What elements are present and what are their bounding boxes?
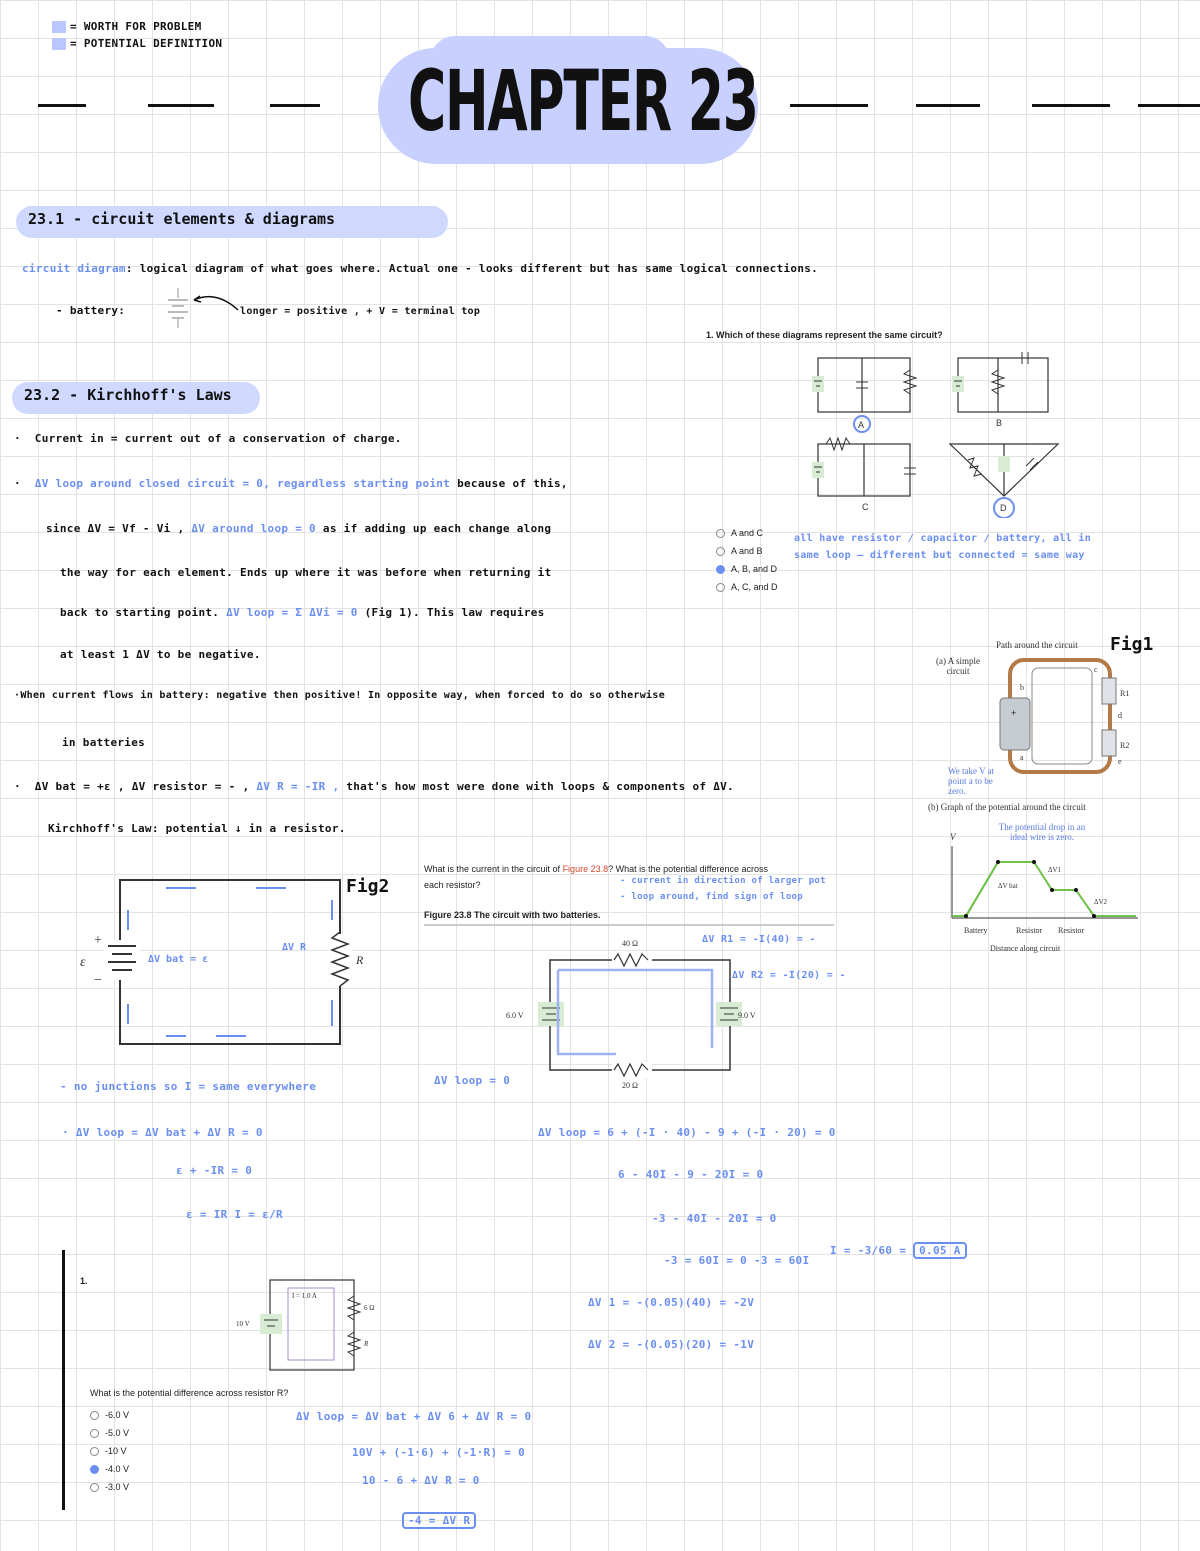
- q1-circuit-diagrams: [800, 348, 1070, 518]
- fig238-work: -3 = 60I = 0 -3 = 60I: [664, 1254, 810, 1267]
- q2-question: What is the potential difference across resistor R?: [90, 1388, 289, 1398]
- fig2-note: ε + -IR = 0: [176, 1164, 253, 1177]
- q2-answer-box: -4 = ΔV R: [402, 1512, 476, 1529]
- q1-label-a: A: [858, 420, 865, 430]
- fig2-circuit: [76, 870, 376, 1054]
- q1-note: all have resistor / capacitor / battery, all in same loop — different but connected = same way: [794, 533, 1092, 561]
- fig1-dv-bat: ΔV bat: [998, 882, 1018, 890]
- note-text: that's how most were done with loops & components of ΔV.: [339, 780, 734, 793]
- fig238-dv-loop: ΔV loop = 0: [434, 1074, 511, 1087]
- title-dash: [1032, 104, 1110, 107]
- q2-option-label: -10 V: [105, 1446, 127, 1456]
- fig238-r-bottom: 20 Ω: [622, 1081, 638, 1090]
- fig238-question-text: What is the current in the circuit of: [424, 864, 563, 874]
- title-dash: [38, 104, 86, 107]
- fig1-label: Fig1: [1110, 634, 1154, 655]
- fig1-wire-note: The potential drop in an ideal wire is zero.: [998, 822, 1086, 842]
- q2-option-label: -3.0 V: [105, 1482, 130, 1492]
- q1-option-label: A and C: [731, 528, 764, 538]
- note-signs: · ΔV bat = +ε , ΔV resistor = - , ΔV R = -IR , that's how most were done with loops & components of ΔV.: [14, 780, 734, 793]
- note-line: [60, 606, 545, 619]
- note-text: because of this,: [450, 477, 568, 490]
- fig238-caption: Figure 23.8 The circuit with two batteries.: [424, 910, 601, 920]
- fig238-side-eq: ΔV R2 = -I(20) = -: [732, 970, 846, 981]
- radio-icon[interactable]: [716, 547, 725, 556]
- q2-work: ΔV loop = ΔV bat + ΔV 6 + ΔV R = 0: [296, 1410, 532, 1423]
- q1-option[interactable]: [716, 546, 778, 564]
- note-line: in batteries: [62, 736, 146, 749]
- q2-option-label: -5.0 V: [105, 1428, 130, 1438]
- q1-label-d: D: [1000, 503, 1007, 513]
- fig1-path-caption: Path around the circuit: [996, 640, 1078, 650]
- battery-symbol-sketch: [160, 284, 240, 330]
- q2-work: 10 - 6 + ΔV R = 0: [362, 1474, 480, 1487]
- legend-item-worth: [52, 20, 222, 33]
- note-text: ΔV bat = +ε , ΔV resistor = - ,: [34, 780, 250, 793]
- q1-question: 1. Which of these diagrams represent the same circuit?: [706, 330, 943, 340]
- legend: [52, 20, 222, 50]
- radio-icon[interactable]: [716, 529, 725, 538]
- fig238-work: ΔV 1 = -(0.05)(40) = -2V: [588, 1296, 755, 1309]
- fig2-note: · ΔV loop = ΔV bat + ΔV R = 0: [62, 1126, 263, 1139]
- title-dash: [1138, 104, 1200, 107]
- q2-number: 1.: [80, 1276, 88, 1286]
- fig238-circuit: [500, 930, 800, 1090]
- fig2-note: ε = IR I = ε/R: [186, 1208, 283, 1221]
- q2-option[interactable]: [90, 1428, 129, 1446]
- q2-option[interactable]: [90, 1410, 129, 1428]
- q2-current: I = 1.0 A: [292, 1292, 317, 1300]
- fig2-r: R: [356, 953, 364, 967]
- fig238-side-eq: ΔV R1 = -I(40) = -: [702, 934, 816, 945]
- fig2-dv-bat: ΔV bat = ε: [148, 954, 209, 965]
- fig1-r1: R1: [1120, 689, 1130, 698]
- legend-label: = POTENTIAL DEFINITION: [70, 37, 223, 50]
- legend-item-definition: [52, 37, 222, 50]
- q2-voltage: 10 V: [236, 1320, 250, 1328]
- note-definition: ΔV loop around closed circuit = 0, regardless starting point: [34, 477, 451, 490]
- radio-selected-icon[interactable]: [716, 565, 725, 574]
- title-dash: [916, 104, 980, 107]
- fig2-note: - no junctions so I = same everywhere: [60, 1080, 317, 1093]
- fig238-blue-note: - current in direction of larger pot: [620, 876, 826, 886]
- fig238-r-top: 40 Ω: [622, 939, 638, 948]
- q1-option-label: A, C, and D: [731, 582, 778, 592]
- q1-label-b: B: [996, 418, 1003, 428]
- note-line: at least 1 ΔV to be negative.: [60, 648, 261, 661]
- fig1-x-label: Battery: [964, 926, 988, 935]
- fig1-r2: R2: [1120, 741, 1130, 750]
- q1-option[interactable]: [716, 528, 778, 546]
- note-definition: ΔV around loop = 0: [184, 522, 316, 535]
- note-current-conservation: · Current in = current out of a conservation of charge.: [14, 432, 402, 445]
- radio-selected-icon[interactable]: [90, 1465, 99, 1474]
- q1-label-c: C: [862, 502, 869, 512]
- q2-option[interactable]: [90, 1482, 129, 1500]
- fig238-work: 6 - 40I - 9 - 20I = 0: [618, 1168, 764, 1181]
- fig238-answer-prefix: I = -3/60 =: [830, 1244, 907, 1257]
- q2-work: 10V + (-1·6) + (-1·R) = 0: [352, 1446, 526, 1459]
- caption-rule: [424, 924, 834, 926]
- fig238-work: ΔV loop = 6 + (-I · 40) - 9 + (-I · 20) = 0: [538, 1126, 836, 1139]
- fig2-plus: +: [94, 933, 102, 948]
- fig2-minus: −: [94, 973, 102, 988]
- fig1-point-c: c: [1094, 665, 1098, 674]
- section-heading-23-2: 23.2 - Kirchhoff's Laws: [12, 382, 260, 414]
- q1-option-label: A and B: [731, 546, 763, 556]
- note-line: Kirchhoff's Law: potential ↓ in a resistor.: [48, 822, 346, 835]
- q2-answer: [402, 1514, 476, 1527]
- fig1-x-label: Resistor: [1016, 926, 1043, 935]
- fig238-answer: 0.05 A: [913, 1242, 967, 1259]
- fig1-simple-circuit: [990, 652, 1130, 782]
- q2-option-selected[interactable]: [90, 1464, 129, 1482]
- note-definition: ΔV loop = Σ ΔVi = 0: [219, 606, 358, 619]
- fig238-question: [424, 864, 768, 874]
- section-heading-23-1: 23.1 - circuit elements & diagrams: [16, 206, 448, 238]
- note-text: since ΔV = Vf - Vi ,: [46, 522, 185, 535]
- fig1-x-title: Distance along circuit: [990, 944, 1061, 953]
- fig1-point-a: a: [1020, 753, 1024, 762]
- fig1-dv1: ΔV1: [1048, 866, 1062, 874]
- fig238-answer-line: [830, 1244, 967, 1257]
- q2-circuit: [232, 1276, 392, 1376]
- title-dash: [790, 104, 868, 107]
- fig1-battery-plus: +: [1011, 708, 1017, 718]
- q2-option-label: -6.0 V: [105, 1410, 130, 1420]
- radio-icon[interactable]: [90, 1411, 99, 1420]
- fig2-label: Fig2: [346, 876, 390, 897]
- battery-note: longer = positive , + V = terminal top: [240, 306, 481, 317]
- q1-option-selected[interactable]: [716, 564, 778, 582]
- fig238-work: -3 - 40I - 20I = 0: [652, 1212, 777, 1225]
- fig238-blue-note: - loop around, find sign of loop: [620, 892, 803, 902]
- q2-option-label: -4.0 V: [105, 1464, 130, 1474]
- fig1-point-b: b: [1020, 683, 1024, 692]
- q2-r2: R: [364, 1340, 369, 1348]
- radio-icon[interactable]: [716, 583, 725, 592]
- note-line: the way for each element. Ends up where it was before when returning it: [60, 566, 552, 579]
- note-circuit-diagram: [22, 262, 818, 275]
- fig238-v-left: 6.0 V: [506, 1011, 524, 1020]
- q1-options: [716, 528, 778, 600]
- battery-label: - battery:: [56, 304, 126, 317]
- radio-icon[interactable]: [90, 1447, 99, 1456]
- note-text: as if adding up each change along: [315, 522, 552, 535]
- q2-options: [90, 1410, 129, 1500]
- legend-swatch: [52, 38, 66, 50]
- q1-option[interactable]: [716, 582, 778, 600]
- fig1-axis-v: V: [950, 832, 956, 842]
- note-battery-current: ·When current flows in battery: negative then positive! In opposite way, when forced to do so otherwise: [14, 690, 666, 701]
- radio-icon[interactable]: [90, 1483, 99, 1492]
- fig1-b-caption: (b) Graph of the potential around the circuit: [928, 802, 1086, 812]
- fig238-question-text: ? What is the potential difference across: [608, 864, 769, 874]
- note-text: When current flows in battery: negative then positive! In opposite way, when forced to do so otherwise: [20, 690, 666, 701]
- term-circuit-diagram: circuit diagram: [22, 262, 126, 275]
- note-text: Current in = current out of a conservation of charge.: [34, 432, 402, 445]
- note-text: (Fig 1). This law requires: [357, 606, 545, 619]
- radio-icon[interactable]: [90, 1429, 99, 1438]
- note-loop-law: · ΔV loop around closed circuit = 0, regardless starting point because of this,: [14, 477, 568, 490]
- fig2-dv-r: ΔV R: [282, 942, 307, 953]
- note-text: : logical diagram of what goes where. Actual one - looks different but has same logical connections.: [125, 262, 819, 275]
- legend-swatch: [52, 21, 66, 33]
- fig238-v-right: 9.0 V: [738, 1011, 756, 1020]
- note-definition: ΔV R = -IR ,: [249, 780, 340, 793]
- note-line: [46, 522, 551, 535]
- page-title: CHAPTER 23: [408, 52, 758, 150]
- legend-label: = WORTH FOR PROBLEM: [70, 20, 202, 33]
- fig1-point-e: e: [1118, 757, 1122, 766]
- title-dash: [148, 104, 214, 107]
- fig238-link[interactable]: Figure 23.8: [562, 864, 609, 874]
- note-text: back to starting point.: [60, 606, 220, 619]
- title-dash: [270, 104, 320, 107]
- fig1-potential-graph: [948, 842, 1140, 922]
- q2-option[interactable]: [90, 1446, 129, 1464]
- fig1-x-label: Resistor: [1058, 926, 1085, 935]
- fig238-question-line2: each resistor?: [424, 880, 481, 890]
- fig1-a-caption: (a) A simple circuit: [936, 656, 980, 676]
- fig1-point-d: d: [1118, 711, 1122, 720]
- q2-margin-bar: [62, 1250, 65, 1510]
- fig238-work: ΔV 2 = -(0.05)(20) = -1V: [588, 1338, 755, 1351]
- fig1-point-note: We take V at point a to be zero.: [948, 766, 995, 796]
- q2-r1: 6 Ω: [364, 1304, 375, 1312]
- fig1-dv2: ΔV2: [1094, 898, 1108, 906]
- fig2-emf: ε: [80, 955, 86, 970]
- q1-option-label: A, B, and D: [731, 564, 778, 574]
